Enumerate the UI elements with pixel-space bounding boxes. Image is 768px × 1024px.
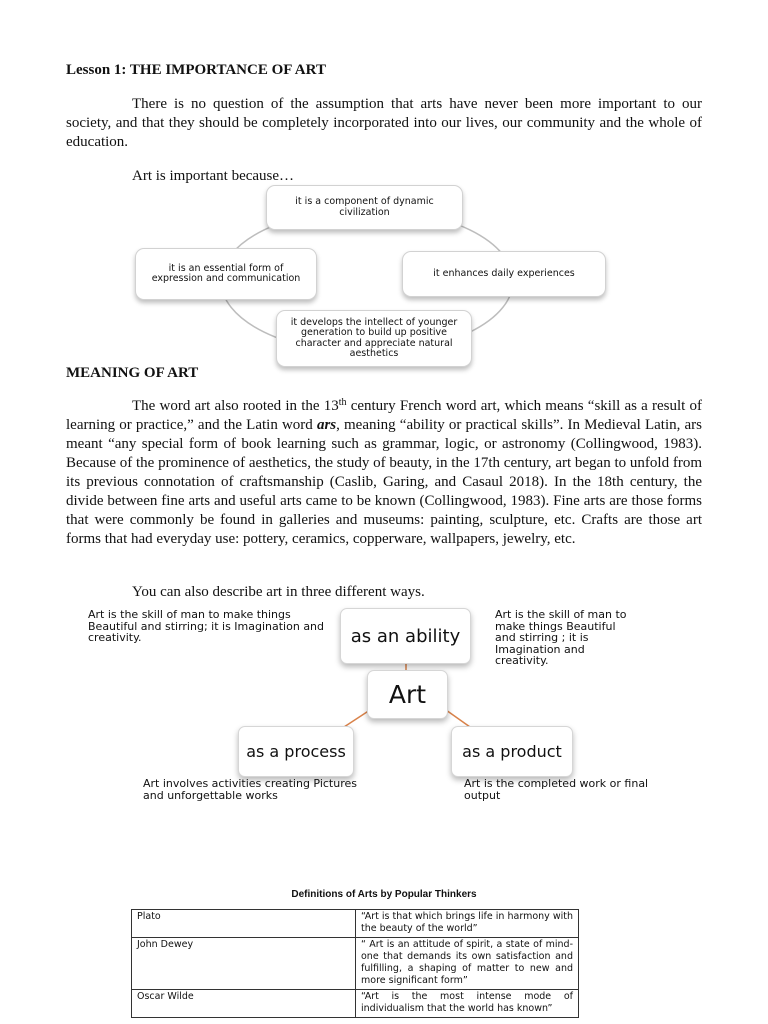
thinker-name: Plato: [132, 910, 356, 938]
art-important-lead: Art is important because…: [132, 168, 295, 184]
ability-right-note: Art is the skill of man to make things Beautiful and stirring ; it is Imagination and creativity.: [495, 608, 627, 667]
process-note: Art involves activities creating Pictures and unforgettable works: [143, 777, 357, 802]
node-art-center: Art: [367, 670, 448, 719]
three-ways-lead: You can also describe art in three different ways.: [132, 584, 425, 600]
lesson-title: Lesson 1: THE IMPORTANCE OF ART: [66, 62, 326, 78]
table-row: [132, 990, 579, 1018]
node-product: as a product: [451, 726, 573, 777]
product-note: Art is the completed work or final output: [464, 777, 649, 802]
ability-left-note: Art is the skill of man to make things Beautiful and stirring; it is Imagination and creativity.: [88, 608, 325, 644]
cycle-box-right: it enhances daily experiences: [402, 251, 606, 297]
node-ability: as an ability: [340, 608, 471, 664]
node-process: as a process: [238, 726, 354, 777]
cycle-box-top: it is a component of dynamic civilization: [266, 185, 463, 230]
table-row: [132, 910, 579, 938]
thinker-name: Oscar Wilde: [132, 990, 356, 1018]
cycle-box-left: it is an essential form of expression and communication: [135, 248, 317, 300]
thinker-quote: “Art is that which brings life in harmony with the beauty of the world”: [356, 910, 579, 938]
meaning-heading: MEANING OF ART: [66, 365, 199, 381]
table-caption: Definitions of Arts by Popular Thinkers: [291, 889, 477, 900]
meaning-paragraph: The word art also rooted in the 13th century French word art, which means “skill as a result of learning or practice,” and the Latin word ars, meaning “ability or practical skills”. In Medieval Latin, ars meant “any special form of book learning such as grammar, logic, or astronomy (Collingwood, 1983). Because of the prominence of aesthetics, the study of beauty, in the 17th century, art began to unfold from its previous connotation of craftsmanship (Caslib, Garing, and Casaul 2018). In the 18th century, the divide between fine arts and useful arts came to be known (Collingwood, 1983). Fine arts are those forms that were commonly be found in galleries and museums: painting, sculpture, etc. Crafts are those art forms that had everyday use: pottery, ceramics, copperware, wallpapers, jewelry, etc.: [66, 397, 702, 547]
definitions-table: [131, 909, 579, 1018]
thinker-quote: “ Art is an attitude of spirit, a state of mind-one that demands its own satisfaction and fulfilling, a shaping of matter to new and more significant form”: [356, 938, 579, 990]
cycle-box-bottom: it develops the intellect of younger generation to build up positive character and appreciate natural aesthetics: [276, 310, 472, 367]
intro-paragraph: There is no question of the assumption that arts have never been more important to our society, and that they should be completely incorporated into our lives, our community and the whole of education.: [66, 96, 702, 150]
thinker-quote: “Art is the most intense mode of individualism that the world has known”: [356, 990, 579, 1018]
table-row: [132, 938, 579, 990]
thinker-name: John Dewey: [132, 938, 356, 990]
